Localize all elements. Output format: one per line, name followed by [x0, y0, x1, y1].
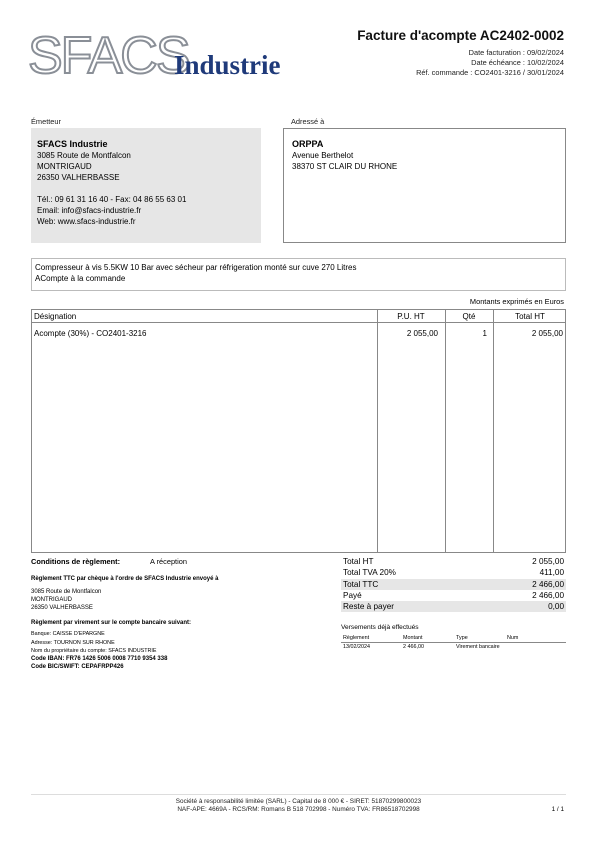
payments-header-cell: Type [456, 635, 468, 641]
description-line: ACompte à la commande [35, 274, 126, 283]
recipient-name: ORPPA [292, 139, 324, 149]
transfer-instructions: Règlement par virement sur le compte bancaire suivant: [31, 620, 192, 626]
recipient-label: Adressé à [291, 117, 325, 126]
payment-amount: 2 466,00 [403, 644, 424, 650]
payments-title: Versements déjà effectués [341, 624, 419, 631]
column-divider [493, 310, 494, 552]
row-total: 2 055,00 [531, 329, 563, 338]
total-label: Payé [343, 590, 362, 600]
recipient-address-line: Avenue Berthelot [292, 151, 354, 160]
emitter-phone: Tél.: 09 61 31 16 40 - Fax: 04 86 55 63 01 [37, 195, 187, 204]
order-reference: Réf. commande : CO2401-3216 / 30/01/2024 [416, 68, 564, 77]
emitter-email: Email: info@sfacs-industrie.fr [37, 206, 142, 215]
header-total: Total HT [515, 312, 545, 321]
payment-terms-value: A réception [150, 557, 187, 566]
payment-terms-label: Conditions de règlement: [31, 557, 121, 566]
payments-header-cell: Montant [403, 635, 423, 641]
cheque-address-line: MONTRIGAUD [31, 597, 72, 603]
column-divider [377, 310, 378, 552]
invoice-description [31, 258, 566, 291]
total-value: 411,00 [539, 568, 564, 578]
due-date: Date échéance : 10/02/2024 [471, 58, 564, 67]
page-number: 1 / 1 [551, 806, 564, 813]
totals-block [341, 556, 566, 612]
bank-address: Adresse: TOURNON SUR RHONE [31, 640, 115, 646]
payments-header-cell: Règlement [343, 635, 370, 641]
total-row [341, 590, 566, 601]
emitter-address-line: MONTRIGAUD [37, 162, 92, 171]
total-row [341, 601, 566, 612]
header-designation: Désignation [34, 312, 77, 321]
footer-legal-line: NAF-APE: 4669A - RCS/RM: Romans B 518 702998 - Numéro TVA: FR86518702998 [177, 806, 420, 813]
cheque-address-line: 26350 VALHERBASSE [31, 605, 93, 611]
total-value: 2 055,00 [532, 557, 564, 566]
total-value: 2 466,00 [532, 590, 564, 600]
payment-type: Virement bancaire [456, 644, 500, 650]
footer-divider [31, 794, 566, 795]
logo-sfacs-text: SFACS [28, 27, 189, 85]
payment-date: 13/02/2024 [343, 644, 370, 650]
iban: Code IBAN: FR76 1426 5006 0008 7710 9354 338 [31, 656, 168, 662]
emitter-address-line: 3085 Route de Montfalcon [37, 151, 131, 160]
recipient-address-line: 38370 ST CLAIR DU RHONE [292, 162, 398, 171]
emitter-box [31, 128, 261, 243]
emitter-address-line: 26350 VALHERBASSE [37, 173, 120, 182]
column-divider [445, 310, 446, 552]
currency-note: Montants exprimés en Euros [469, 297, 564, 306]
payment-row [341, 643, 566, 651]
row-designation: Acompte (30%) - CO2401-3216 [34, 329, 147, 338]
emitter-website: Web: www.sfacs-industrie.fr [37, 217, 136, 226]
header-quantity: Qté [462, 312, 476, 321]
total-label: Total TTC [343, 579, 379, 589]
footer-legal-line: Société à responsabilité limitée (SARL) - Capital de 8 000 € - SIRET: 51870299800023 [175, 798, 422, 805]
logo-industrie-text: Industrie [174, 50, 281, 80]
payments-header-cell: Num [507, 635, 519, 641]
payments-header [341, 634, 566, 643]
total-value: 0,00 [548, 602, 564, 612]
items-table [31, 309, 566, 553]
total-row [341, 567, 566, 578]
description-line: Compresseur à vis 5.5KW 10 Bar avec sécheur par réfrigeration monté sur cuve 270 Litres [35, 263, 357, 272]
cheque-instructions: Règlement TTC par chèque à l'ordre de SFACS Industrie envoyé à [31, 576, 219, 582]
invoice-title: Facture d'acompte AC2402-0002 [357, 28, 564, 43]
recipient-box [283, 128, 566, 243]
account-owner: Nom du propriétaire du compte: SFACS INDUSTRIE [31, 648, 157, 654]
bank-name: Banque: CAISSE D'EPARGNE [31, 631, 105, 637]
bic-swift: Code BIC/SWIFT: CEPAFRPP426 [31, 664, 124, 670]
emitter-name: SFACS Industrie [37, 139, 108, 149]
emitter-label: Émetteur [31, 117, 61, 126]
row-quantity: 1 [482, 329, 487, 338]
invoice-date: Date facturation : 09/02/2024 [468, 48, 564, 57]
cheque-address-line: 3085 Route de Montfalcon [31, 589, 102, 595]
row-unit-price: 2 055,00 [406, 329, 438, 338]
company-logo [28, 27, 288, 85]
total-value: 2 466,00 [532, 579, 564, 589]
total-label: Total HT [343, 557, 374, 566]
total-label: Total TVA 20% [343, 568, 396, 578]
header-unit-price: P.U. HT [397, 312, 425, 321]
total-row [341, 556, 566, 567]
total-label: Reste à payer [343, 602, 394, 612]
total-row [341, 579, 566, 590]
